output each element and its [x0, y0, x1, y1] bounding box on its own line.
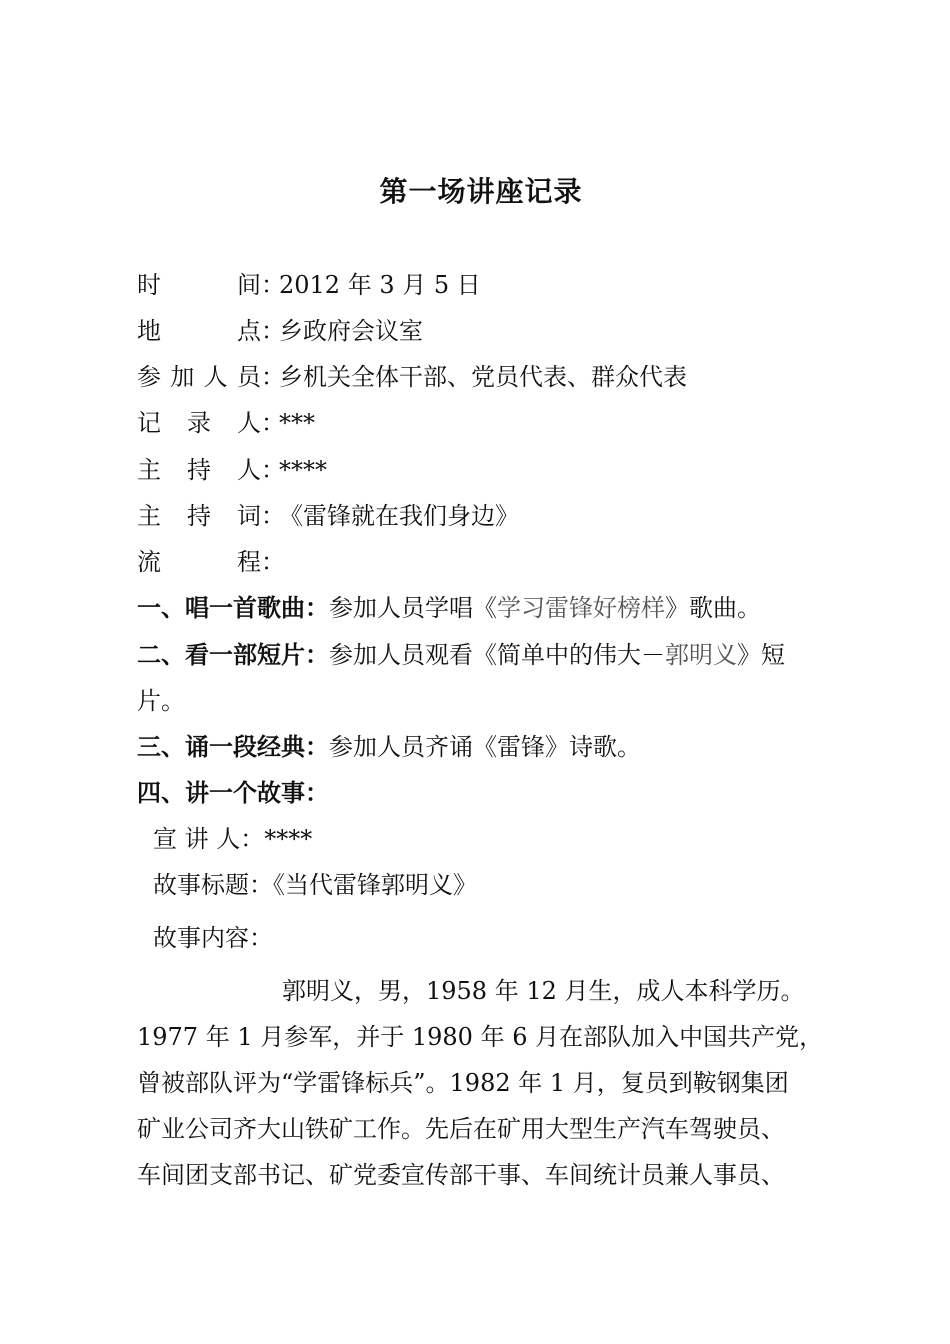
- story-title-label: 故事标题：: [153, 871, 273, 899]
- attendees-label: 参 加 人 员: [137, 363, 261, 391]
- host-value: ****: [279, 456, 327, 484]
- step-2-continuation: 片。: [137, 687, 185, 715]
- step-heading: 一、唱一首歌曲：: [137, 593, 329, 622]
- host-row: 主 持 人 ：****: [137, 456, 327, 484]
- host-words-label: 主 持 词: [137, 502, 261, 530]
- time-row: 时 间 ：2012 年 3 月 5 日: [137, 271, 481, 299]
- story-title-row: [153, 870, 477, 900]
- song-link[interactable]: 学习雷锋好榜样: [497, 594, 665, 622]
- time-value: 2012 年 3 月 5 日: [279, 271, 481, 299]
- story-speaker: ****: [264, 825, 313, 853]
- story-line: 矿业公司齐大山铁矿工作。先后在矿用大型生产汽车驾驶员、: [137, 1115, 785, 1143]
- attendees-row: 参 加 人 员 ：乡机关全体干部、党员代表、群众代表: [137, 363, 687, 391]
- story-line: 车间团支部书记、矿党委宣传部干事、车间统计员兼人事员、: [137, 1161, 785, 1189]
- story-line: 曾被部队评为“学雷锋标兵”。1982 年 1 月，复员到鞍钢集团: [137, 1069, 789, 1097]
- story-line: 郭明义，男，1958 年 12 月生，成人本科学历。: [282, 977, 805, 1005]
- step-heading: 四、讲一个故事：: [137, 778, 329, 807]
- process-row: 流 程 ：: [137, 548, 285, 576]
- host-words-row: 主 持 词 ：《雷锋就在我们身边》: [137, 502, 519, 530]
- place-value: 乡政府会议室: [279, 317, 423, 345]
- step-heading: 三、诵一段经典：: [137, 732, 329, 761]
- process-label: 流 程: [137, 548, 261, 576]
- time-label: 时 间: [137, 271, 261, 299]
- host-words-value: 《雷锋就在我们身边》: [279, 502, 519, 530]
- story-speaker-row: [153, 824, 312, 854]
- step-1: 一、唱一首歌曲：参加人员学唱《学习雷锋好榜样》歌曲。: [137, 593, 761, 622]
- place-row: 地 点 ：乡政府会议室: [137, 317, 423, 345]
- story-title: 《当代雷锋郭明义》: [273, 871, 477, 899]
- story-content-label: 故事内容：: [153, 924, 273, 952]
- place-label: 地 点: [137, 317, 261, 345]
- step-3: 三、诵一段经典：参加人员齐诵《雷锋》诗歌。: [137, 732, 641, 761]
- host-label: 主 持 人: [137, 456, 261, 484]
- story-content: [137, 968, 850, 1198]
- person-link[interactable]: 郭明义: [665, 641, 737, 669]
- step-2: 二、看一部短片：参加人员观看《简单中的伟大－郭明义》短: [137, 640, 785, 669]
- recorder-row: 记 录 人 ：***: [137, 409, 315, 437]
- step-4: [137, 778, 329, 808]
- story-line: 1977 年 1 月参军，并于 1980 年 6 月在部队加入中国共产党，: [137, 1023, 824, 1051]
- attendees-value: 乡机关全体干部、党员代表、群众代表: [279, 363, 687, 391]
- recorder-label: 记 录 人: [137, 409, 261, 437]
- story-speaker-label: 宣 讲 人：: [153, 825, 265, 853]
- page-title: 第一场讲座记录: [379, 175, 583, 208]
- recorder-value: ***: [279, 409, 315, 437]
- step-heading: 二、看一部短片：: [137, 640, 329, 669]
